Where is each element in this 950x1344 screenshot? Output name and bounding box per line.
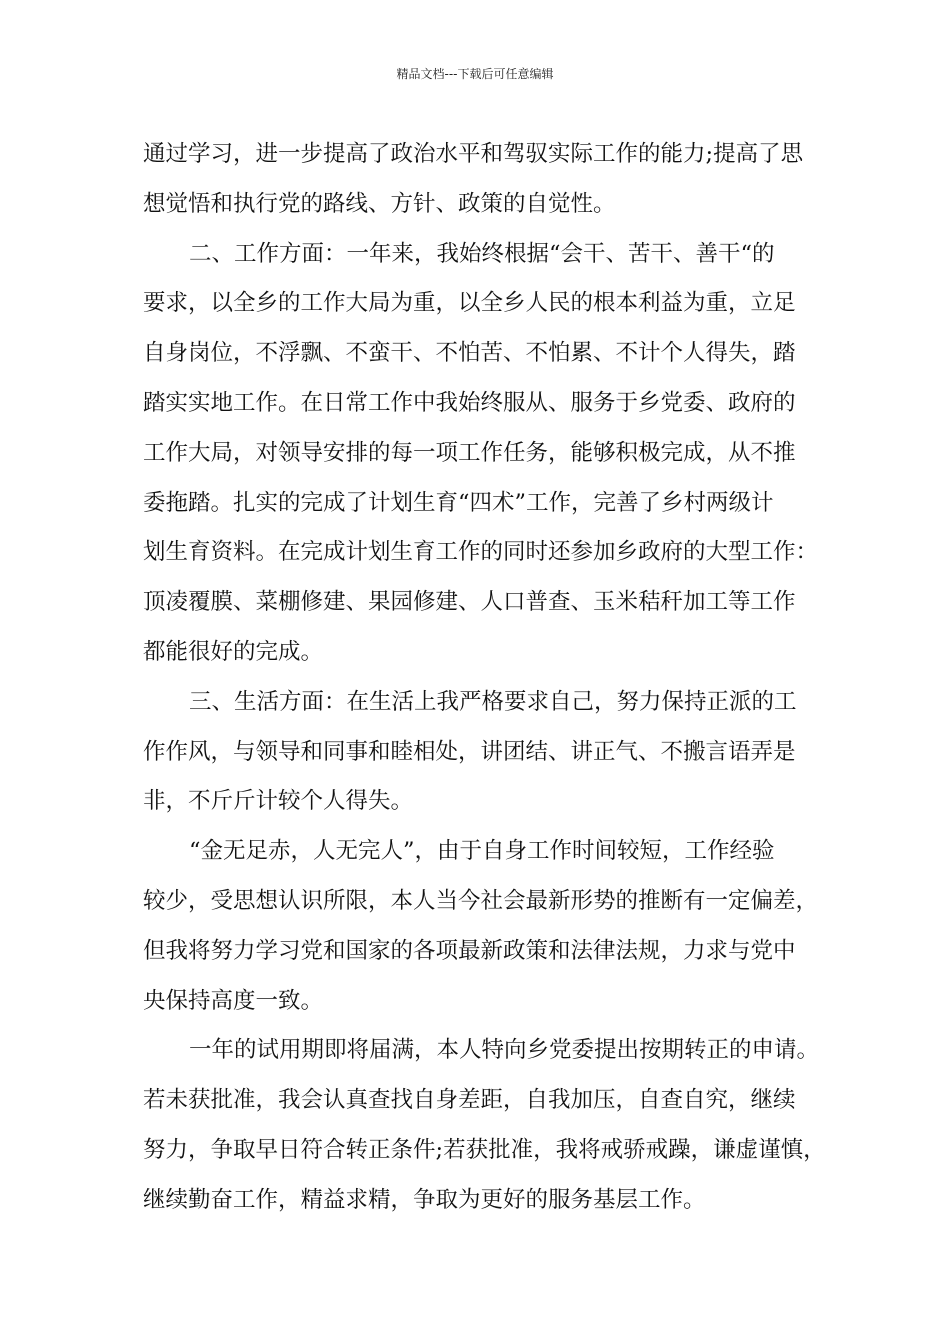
text-line: 顶凌覆膜、菜棚修建、果园修建、人口普查、玉米秸秆加工等工作 xyxy=(143,589,796,616)
text-line: 一年的试用期即将届满，本人特向乡党委提出按期转正的申请。 xyxy=(189,1037,820,1064)
text-line: 继续勤奋工作，精益求精，争取为更好的服务基层工作。 xyxy=(143,1186,706,1213)
text-line: 通过学习，进一步提高了政治水平和驾驭实际工作的能力;提高了思 xyxy=(143,141,804,167)
text-line: 较少，受思想认识所限，本人当今社会最新形势的推断有一定偏差， xyxy=(143,887,819,914)
text-line: 若未获批准，我会认真查找自身差距，自我加压，自查自究，继续 xyxy=(143,1087,796,1114)
text-line: 划生育资料。在完成计划生育工作的同时还参加乡政府的大型工作： xyxy=(143,539,819,566)
text-line: 工作大局，对领导安排的每一项工作任务，能够积极完成，从不推 xyxy=(143,439,796,466)
text-line: 作作风，与领导和同事和睦相处，讲团结、讲正气、不搬言语弄是 xyxy=(143,738,796,765)
text-line: 三、生活方面：在生活上我严格要求自己，努力保持正派的工 xyxy=(189,688,797,715)
text-line: 二、工作方面：一年来，我始终根据“会干、苦干、善干“的 xyxy=(189,240,775,267)
text-line: 都能很好的完成。 xyxy=(143,638,324,665)
text-line: 自身岗位，不浮飘、不蛮干、不怕苦、不怕累、不计个人得失，踏 xyxy=(143,340,796,367)
page-header: 精品文档---下载后可任意编辑 xyxy=(396,67,554,81)
document-body xyxy=(143,130,826,1226)
text-line: 央保持高度一致。 xyxy=(143,987,324,1014)
text-line: 要求，以全乡的工作大局为重，以全乡人民的根本利益为重，立足 xyxy=(143,290,796,317)
text-line: 委拖踏。扎实的完成了计划生育“四术”工作，完善了乡村两级计 xyxy=(143,489,774,516)
text-line: 努力，争取早日符合转正条件;若获批准，我将戒骄戒躁，谦虚谨慎， xyxy=(143,1136,826,1163)
text-line: 但我将努力学习党和国家的各项最新政策和法律法规，力求与党中 xyxy=(143,937,796,964)
text-line: 非，不斤斤计较个人得失。 xyxy=(143,788,414,815)
text-line: “金无足赤，人无完人”，由于自身工作时间较短，工作经验 xyxy=(189,838,775,865)
text-line: 踏实实地工作。在日常工作中我始终服从、服务于乡党委、政府的 xyxy=(143,389,796,416)
text-line: 想觉悟和执行党的路线、方针、政策的自觉性。 xyxy=(143,190,616,217)
